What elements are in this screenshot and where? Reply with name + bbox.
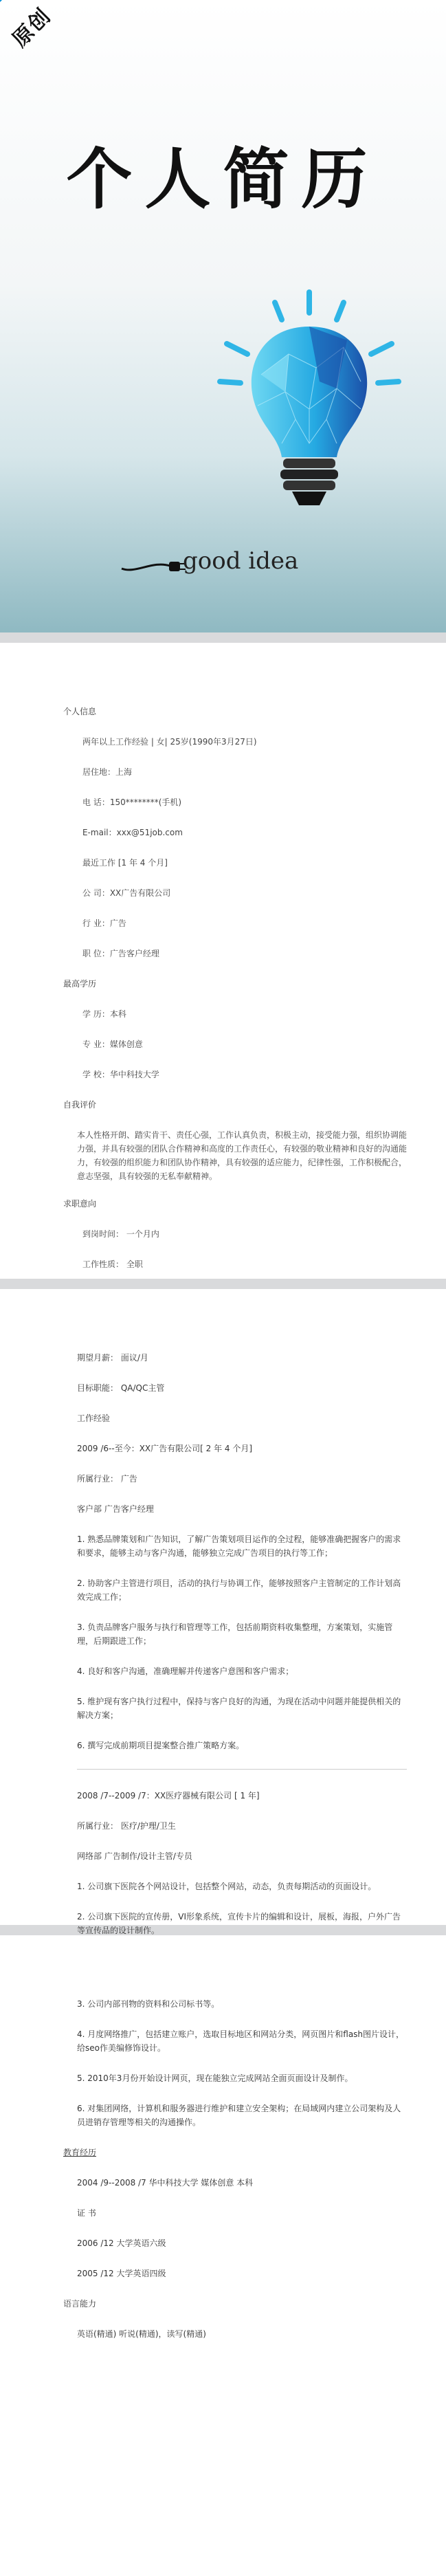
job2-industry: 所属行业： 医疗/护理/卫生 (77, 1821, 176, 1831)
resume-page-3 (0, 1935, 446, 2576)
job2-duty: 6. 对集团网络，计算机和服务器进行维护和建立安全架构；在局域网内建立公司架构及人员进销存管理等相关的沟通操作。 (77, 2104, 401, 2127)
education-line: 学 校：华中科技大学 (82, 1070, 159, 1079)
certificate-line: 2006 /12 大学英语六级 (77, 2238, 166, 2248)
job1-duty: 4. 良好和客户沟通，准确理解并传递客户意图和客户需求； (77, 1666, 294, 1676)
section-personal-info: 个人信息 (63, 707, 97, 716)
ribbon-label: 原创 (8, 3, 56, 52)
divider (77, 1769, 407, 1770)
tagline: good idea (183, 547, 299, 575)
job2-duty: 5. 2010年3月份开始设计网页，现在能独立完成网站全面页面设计及制作。 (77, 2073, 353, 2083)
job1-header: 2009 /6--至今：XX广告有限公司[ 2 年 4 个月] (77, 1444, 253, 1453)
job2-duty: 2. 公司旗下医院的宣传册，VI形象系统，宣传卡片的编辑和设计，展板，海报，户外广告等宣传品的设计制作。 (77, 1912, 401, 1935)
language-line: 英语(精通) 听说(精通)，读写(精通) (77, 2329, 206, 2339)
education-line: 学 历：本科 (82, 1009, 126, 1019)
job2-role: 网络部 广告制作/设计主管/专员 (77, 1851, 192, 1861)
section-language: 语言能力 (63, 2299, 97, 2309)
personal-line: 电 话：150********(手机) (82, 797, 182, 807)
personal-line: 职 位：广告客户经理 (82, 949, 159, 958)
self-evaluation-text: 本人性格开朗、踏实肯干、责任心强，工作认真负责，积极主动，接受能力强，组织协调能力强，并具有较强的团队合作精神和高度的工作责任心，有较强的敬业精神和良好的沟通能力，有较强的组织能力和团队协作精神，具有较强的适应能力，纪律性强，工作积极配合，意志坚强，具有较强的无私奉献精神。 (77, 1130, 408, 1181)
job1-role: 客户部 广告客户经理 (77, 1504, 154, 1514)
page2-content (77, 1351, 407, 1954)
personal-line: 最近工作 [1 年 4 个月] (82, 858, 168, 868)
page3-content (63, 1997, 407, 2357)
job1-duty: 1. 熟悉品牌策划和广告知识，了解广告策划项目运作的全过程，能够准确把握客户的需求和要求，能够主动与客户沟通，能够独立完成广告项目的执行等工作； (77, 1534, 401, 1558)
cover-page (0, 0, 446, 632)
job1-duty: 5. 维护现有客户执行过程中，保持与客户良好的沟通，为现在活动中问题并能提供相关的解决方案； (77, 1697, 401, 1720)
job2-header: 2008 /7--2009 /7：XX医疗器械有限公司 [ 1 年] (77, 1791, 260, 1801)
job2-duty: 4. 月度网络推广，包括建立账户，选取目标地区和网站分类，网页图片和flash图片设计，给seo作美编修饰设计。 (77, 2029, 405, 2053)
original-ribbon (0, 0, 110, 55)
intent-line: 期望月薪： 面议/月 (77, 1353, 148, 1363)
personal-line: 两年以上工作经验 | 女| 25岁(1990年3月27日) (82, 737, 257, 747)
intent-line: 目标职能： QA/QC主管 (77, 1383, 165, 1393)
intent-line: 到岗时间： 一个月内 (82, 1229, 159, 1239)
job2-duty: 1. 公司旗下医院各个网站设计，包括整个网站，动态，负责每期活动的页面设计。 (77, 1882, 377, 1891)
section-education-history: 教育经历 (63, 2148, 97, 2157)
job1-industry: 所属行业： 广告 (77, 1474, 137, 1484)
certificate-line: 2005 /12 大学英语四级 (77, 2269, 166, 2278)
job2-duty: 3. 公司内部刊物的资料和公司标书等。 (77, 1999, 220, 2009)
job1-duty: 2. 协助客户主管进行项目，活动的执行与协调工作，能够按照客户主管制定的工作计划高效完成工作； (77, 1578, 401, 1602)
section-education: 最高学历 (63, 979, 97, 989)
section-job-intention: 求职意向 (63, 1199, 97, 1209)
job1-duty: 6. 撰写完成前期项目提案整合推广策略方案。 (77, 1741, 245, 1750)
cover-title: 个人简历 (66, 141, 380, 218)
section-self-evaluation: 自我评价 (63, 1100, 97, 1110)
job1-duty: 3. 负责品牌客户服务与执行和管理等工作，包括前期资料收集整理，方案策划，实施管理，后期跟进工作； (77, 1622, 393, 1646)
personal-line: 居住地：上海 (82, 767, 133, 777)
resume-page-1 (0, 643, 446, 1279)
intent-line: 工作性质： 全职 (82, 1259, 143, 1269)
personal-line: E-mail：xxx@51job.com (82, 828, 183, 837)
section-work-experience: 工作经验 (77, 1413, 111, 1423)
plug-icon (118, 553, 187, 581)
personal-line: 公 司：XX广告有限公司 (82, 888, 171, 898)
page1-content (63, 705, 407, 1348)
resume-page-2 (0, 1289, 446, 1935)
section-certificates: 证 书 (77, 2208, 96, 2218)
personal-line: 行 业：广告 (82, 918, 126, 928)
lightbulb-icon (206, 278, 412, 526)
education-entry: 2004 /9--2008 /7 华中科技大学 媒体创意 本科 (77, 2178, 254, 2188)
education-line: 专 业：媒体创意 (82, 1039, 143, 1049)
